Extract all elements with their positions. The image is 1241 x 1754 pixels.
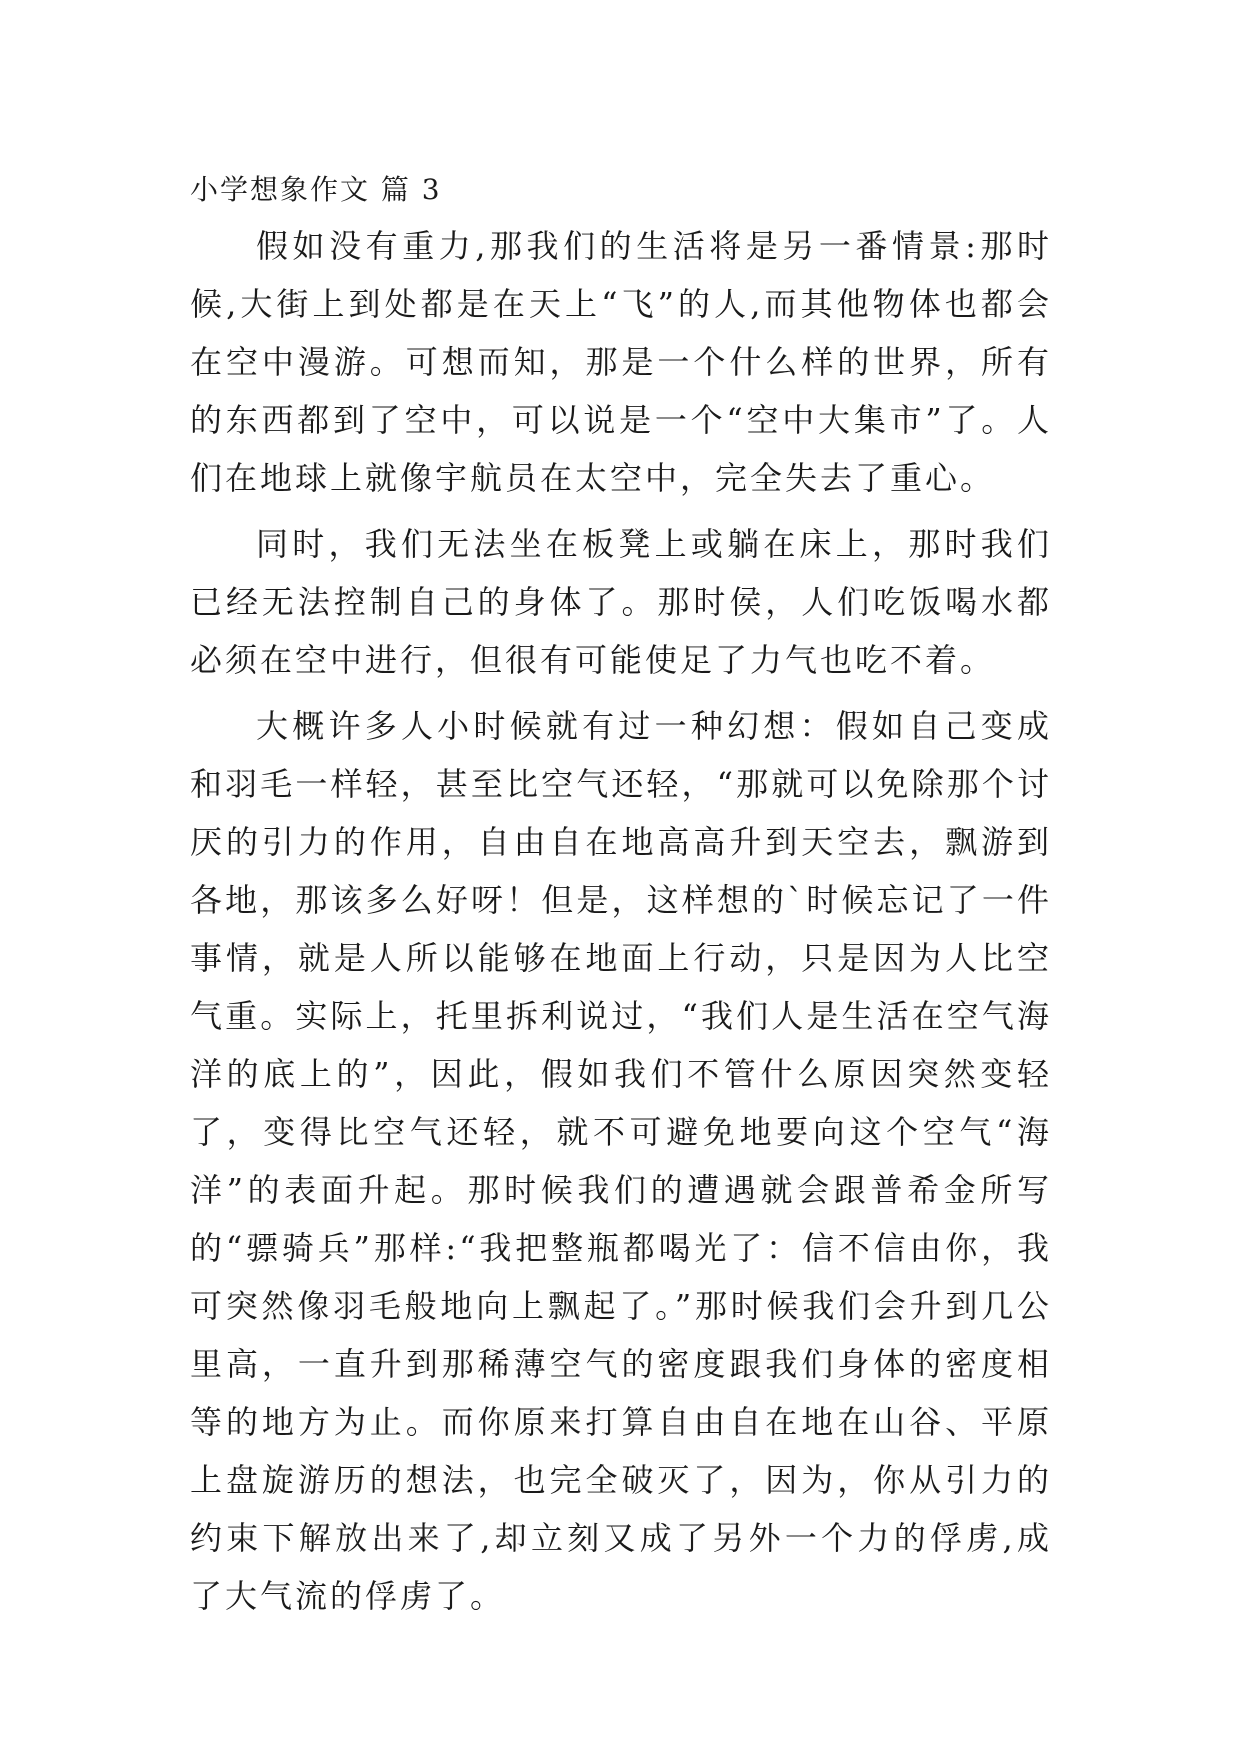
document-title: 小学想象作文 篇 3 [190, 173, 442, 206]
paragraph-3: 大概许多人小时候就有过一种幻想：假如自己变成和羽毛一样轻，甚至比空气还轻，“那就可以免除那个讨厌的引力的作用，自由自在地高高升到天空去，飘游到各地，那该多么好呀！但是，这样想的`时候忘记了一件事情，就是人所以能够在地面上行动，只是因为人比空气重。实际上，托里拆利说过，“我们人是生活在空气海洋的底上的”，因此，假如我们不管什么原因突然变轻了，变得比空气还轻，就不可避免地要向这个空气“海洋”的表面升起。那时候我们的遭遇就会跟普希金所写的“骠骑兵”那样:“我把整瓶都喝光了：信不信由你，我可突然像羽毛般地向上飘起了。”那时候我们会升到几公里高，一直升到那稀薄空气的密度跟我们身体的密度相等的地方为止。而你原来打算自由自在地在山谷、平原上盘旋游历的想法，也完全破灭了，因为，你从引力的约束下解放出来了,却立刻又成了另外一个力的俘虏,成了大气流的俘虏了。 [190, 707, 1052, 1615]
paragraph-2: 同时，我们无法坐在板凳上或躺在床上，那时我们已经无法控制自己的身体了。那时侯，人们吃饭喝水都必须在空中进行，但很有可能使足了力气也吃不着。 [190, 525, 1052, 679]
paragraph-1: 假如没有重力,那我们的生活将是另一番情景:那时候,大街上到处都是在天上“飞”的人,而其他物体也都会在空中漫游。可想而知，那是一个什么样的世界，所有的东西都到了空中，可以说是一个“空中大集市”了。人们在地球上就像宇航员在太空中，完全失去了重心。 [190, 227, 1052, 497]
document-body [190, 163, 1052, 1633]
